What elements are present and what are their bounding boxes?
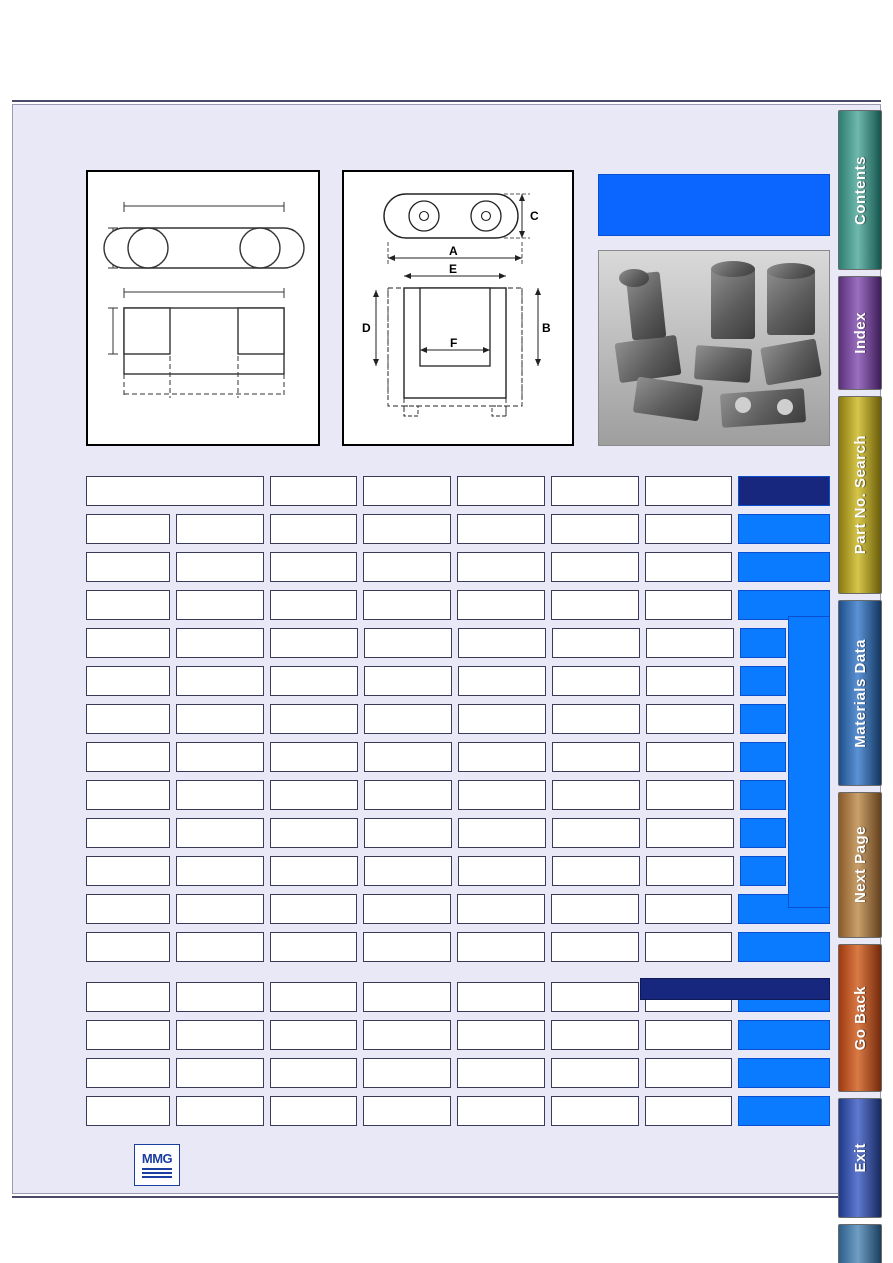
table-row: [86, 932, 830, 962]
tab-go-back[interactable]: [838, 944, 882, 1092]
table-cell: [176, 628, 264, 658]
table-cell: [270, 856, 358, 886]
core-outline-drawing: [86, 170, 320, 446]
section-header-band: [640, 978, 830, 1000]
table-cell: [176, 982, 264, 1012]
table-row: [86, 818, 830, 848]
table-header-cell: [645, 476, 733, 506]
group-side-bar[interactable]: [788, 616, 830, 908]
table-row: [86, 628, 830, 658]
row-action-button[interactable]: [738, 1058, 830, 1088]
table-cell: [646, 666, 734, 696]
table-cell: [552, 628, 640, 658]
table-row: [86, 666, 830, 696]
tab-index[interactable]: [838, 276, 882, 390]
table-cell: [86, 932, 170, 962]
svg-text:A: A: [449, 244, 458, 258]
table-header-cell: [270, 476, 358, 506]
table-cell: [551, 894, 639, 924]
table-cell: [645, 552, 733, 582]
table-cell: [86, 704, 170, 734]
table-cell: [458, 666, 546, 696]
tab-materials-data-label: Materials Data: [851, 638, 869, 748]
table-cell: [551, 982, 639, 1012]
table-cell: [645, 1096, 733, 1126]
page-title-box: [598, 174, 830, 236]
table-cell: [270, 1096, 358, 1126]
table-cell: [176, 932, 264, 962]
table-row: [86, 742, 830, 772]
table-cell: [270, 894, 358, 924]
tab-part-no-search-label: Part No. Search: [851, 435, 869, 555]
table-row: [86, 704, 830, 734]
table-cell: [645, 590, 733, 620]
table-cell: [552, 666, 640, 696]
row-action-button[interactable]: [740, 780, 786, 810]
table-cell: [551, 552, 639, 582]
row-action-button[interactable]: [738, 932, 830, 962]
mmg-logo: [134, 1144, 180, 1186]
svg-text:D: D: [362, 321, 371, 335]
tab-contents-label: Contents: [851, 155, 869, 225]
tab-next-page[interactable]: [838, 792, 882, 938]
table-header-cell: [86, 476, 264, 506]
table-cell: [551, 932, 639, 962]
table-cell: [552, 704, 640, 734]
table-cell: [552, 818, 640, 848]
tab-materials-data[interactable]: [838, 600, 882, 786]
table-row: [86, 552, 830, 582]
table-cell: [176, 780, 264, 810]
table-cell: [86, 742, 170, 772]
svg-text:F: F: [450, 336, 458, 350]
table-cell: [176, 704, 264, 734]
row-action-button[interactable]: [738, 1020, 830, 1050]
table-cell: [458, 818, 546, 848]
table-cell: [458, 780, 546, 810]
table-cell: [176, 818, 264, 848]
table-cell: [270, 1020, 358, 1050]
table-cell: [270, 704, 358, 734]
table-cell: [364, 666, 452, 696]
table-row: [86, 780, 830, 810]
table-cell: [86, 982, 170, 1012]
logo-text: MMG: [141, 1150, 173, 1166]
tab-index-label: Index: [851, 312, 869, 354]
table-cell: [270, 590, 358, 620]
table-cell: [457, 1020, 545, 1050]
table-cell: [86, 894, 170, 924]
tab-next-page-label: Next Page: [851, 826, 869, 904]
table-cell: [270, 780, 358, 810]
tab-exit-label: Exit: [851, 1143, 869, 1173]
table-cell: [551, 514, 639, 544]
table-cell: [458, 628, 546, 658]
table-cell: [176, 1058, 264, 1088]
header-action-button[interactable]: [738, 476, 830, 506]
table-cell: [176, 514, 264, 544]
table-cell: [270, 666, 358, 696]
table-cell: [645, 894, 733, 924]
table-cell: [646, 818, 734, 848]
table-cell: [363, 932, 451, 962]
specification-table: [86, 476, 830, 1134]
table-cell: [176, 742, 264, 772]
table-cell: [364, 780, 452, 810]
table-cell: [86, 1096, 170, 1126]
table-cell: [645, 932, 733, 962]
table-cell: [646, 704, 734, 734]
table-cell: [176, 552, 264, 582]
table-cell: [270, 552, 358, 582]
table-cell: [552, 780, 640, 810]
table-cell: [270, 742, 358, 772]
table-cell: [176, 894, 264, 924]
table-cell: [176, 1096, 264, 1126]
table-cell: [363, 894, 451, 924]
table-cell: [270, 818, 358, 848]
row-action-button[interactable]: [740, 856, 786, 886]
table-cell: [551, 1020, 639, 1050]
table-cell: [645, 1058, 733, 1088]
table-cell: [457, 1096, 545, 1126]
table-cell: [86, 628, 170, 658]
svg-text:C: C: [530, 209, 539, 223]
svg-text:E: E: [449, 262, 458, 276]
table-header-cell: [363, 476, 451, 506]
row-action-button[interactable]: [740, 742, 786, 772]
table-cell: [176, 1020, 264, 1050]
table-cell: [86, 1020, 170, 1050]
table-row: [86, 590, 830, 620]
navigation-tabs: [838, 104, 882, 1194]
table-cell: [86, 514, 170, 544]
table-cell: [363, 590, 451, 620]
table-cell: [363, 514, 451, 544]
table-cell: [176, 856, 264, 886]
table-row: [86, 514, 830, 544]
table-cell: [176, 666, 264, 696]
table-cell: [364, 628, 452, 658]
table-cell: [270, 932, 358, 962]
tab-contents[interactable]: [838, 110, 882, 270]
row-action-button[interactable]: [740, 818, 786, 848]
table-header-row: [86, 476, 830, 506]
tab-blank[interactable]: [838, 1224, 882, 1263]
table-cell: [552, 742, 640, 772]
table-cell: [458, 704, 546, 734]
table-cell: [457, 894, 545, 924]
table-cell: [86, 590, 170, 620]
table-cell: [646, 742, 734, 772]
row-action-button[interactable]: [738, 1096, 830, 1126]
table-cell: [364, 704, 452, 734]
table-header-cell: [457, 476, 545, 506]
table-cell: [646, 780, 734, 810]
table-cell: [551, 590, 639, 620]
row-action-button[interactable]: [740, 666, 786, 696]
ferrite-core-photo: [598, 250, 830, 446]
table-cell: [363, 1020, 451, 1050]
table-cell: [363, 1096, 451, 1126]
table-cell: [457, 590, 545, 620]
table-cell: [552, 856, 640, 886]
row-action-button[interactable]: [740, 628, 786, 658]
tab-exit[interactable]: [838, 1098, 882, 1218]
table-cell: [646, 628, 734, 658]
table-row: [86, 1058, 830, 1088]
table-cell: [457, 552, 545, 582]
table-cell: [363, 552, 451, 582]
row-action-button[interactable]: [738, 514, 830, 544]
table-cell: [270, 1058, 358, 1088]
table-cell: [86, 780, 170, 810]
row-action-button[interactable]: [738, 552, 830, 582]
table-cell: [645, 514, 733, 544]
table-cell: [364, 818, 452, 848]
table-cell: [176, 590, 264, 620]
table-row: [86, 1096, 830, 1126]
table-cell: [457, 982, 545, 1012]
table-cell: [270, 982, 358, 1012]
tab-go-back-label: Go Back: [851, 985, 869, 1051]
dimensioned-drawing: [342, 170, 574, 446]
top-divider: [12, 100, 881, 102]
table-cell: [86, 1058, 170, 1088]
table-cell: [457, 1058, 545, 1088]
table-cell: [457, 514, 545, 544]
svg-text:B: B: [542, 321, 551, 335]
table-cell: [551, 1096, 639, 1126]
table-cell: [458, 742, 546, 772]
table-header-cell: [551, 476, 639, 506]
table-row: [86, 856, 830, 886]
bottom-divider: [12, 1196, 881, 1198]
table-cell: [363, 1058, 451, 1088]
table-cell: [363, 982, 451, 1012]
table-row: [86, 1020, 830, 1050]
table-row: [86, 894, 830, 924]
table-cell: [457, 932, 545, 962]
table-cell: [86, 666, 170, 696]
table-cell: [645, 1020, 733, 1050]
table-cell: [270, 628, 358, 658]
table-cell: [364, 856, 452, 886]
table-cell: [551, 1058, 639, 1088]
table-cell: [364, 742, 452, 772]
tab-part-no-search[interactable]: [838, 396, 882, 594]
table-cell: [270, 514, 358, 544]
table-cell: [458, 856, 546, 886]
logo-bars: [142, 1168, 172, 1180]
table-cell: [86, 856, 170, 886]
table-cell: [86, 818, 170, 848]
row-action-button[interactable]: [740, 704, 786, 734]
table-cell: [86, 552, 170, 582]
table-cell: [646, 856, 734, 886]
